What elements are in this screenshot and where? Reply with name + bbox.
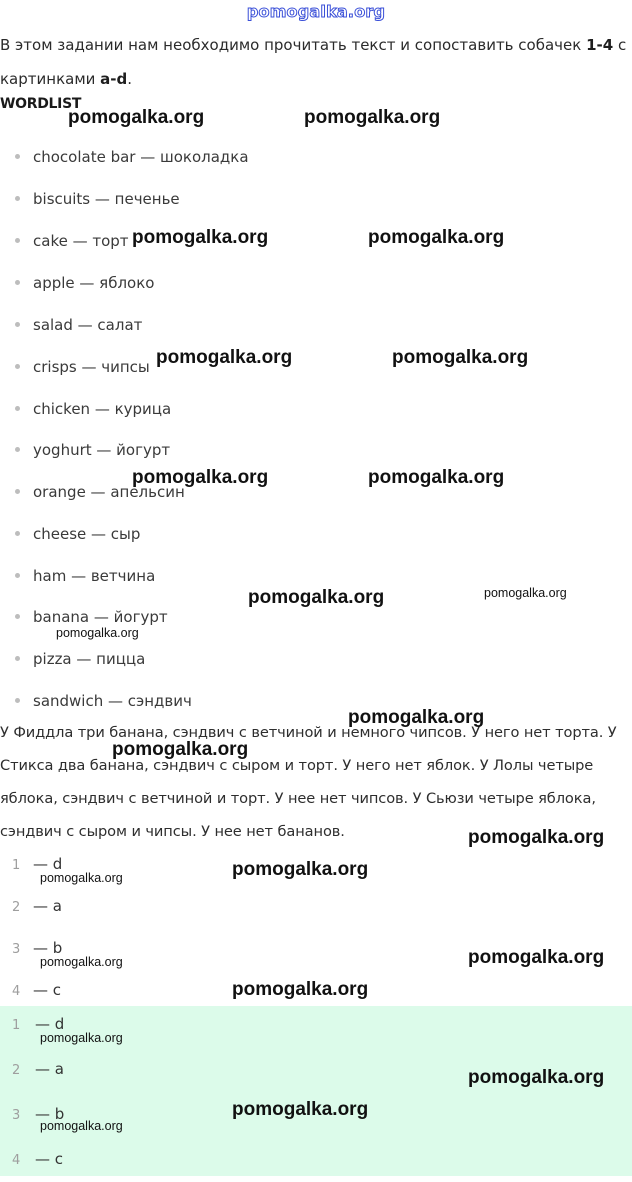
- watermark: pomogalka.org: [68, 107, 205, 128]
- watermark: pomogalka.org: [248, 587, 385, 608]
- intro-range: 1-4: [586, 36, 614, 54]
- wordlist-item-text: orange — апельсин: [33, 483, 185, 501]
- watermark: pomogalka.org: [468, 947, 605, 968]
- watermark: pomogalka.org: [232, 1099, 369, 1120]
- bullet-icon: [15, 656, 20, 661]
- wordlist-item-text: biscuits — печенье: [33, 190, 180, 208]
- answer-number: 4: [12, 984, 21, 999]
- bullet-icon: [15, 322, 20, 327]
- watermark: pomogalka.org: [132, 227, 269, 248]
- wordlist-item-text: yoghurt — йогурт: [33, 441, 171, 459]
- wordlist-item-text: crisps — чипсы: [33, 358, 150, 376]
- intro-text-end: .: [127, 70, 133, 88]
- watermark: pomogalka.org: [468, 1067, 605, 1088]
- answer-text: — d: [35, 1015, 65, 1033]
- wordlist-item-text: ham — ветчина: [33, 567, 156, 585]
- answer-number: 4: [12, 1153, 21, 1168]
- bullet-icon: [15, 364, 20, 369]
- bullet-icon: [15, 531, 20, 536]
- wordlist-item: [0, 220, 129, 262]
- watermark: pomogalka.org: [304, 107, 441, 128]
- wordlist-item: [0, 388, 171, 430]
- wordlist-item-text: salad — салат: [33, 316, 143, 334]
- wordlist-item-text: sandwich — сэндвич: [33, 692, 192, 710]
- answer-text: — b: [35, 1105, 65, 1123]
- wordlist-item: [0, 262, 154, 304]
- watermark: pomogalka.org: [156, 347, 293, 368]
- wordlist-item-text: cake — торт: [33, 232, 129, 250]
- wordlist-heading: WORDLIST: [0, 96, 82, 112]
- wordlist-item-text: chocolate bar — шоколадка: [33, 148, 249, 166]
- wordlist-item: [0, 638, 145, 680]
- answer-item: [0, 1138, 63, 1180]
- bullet-icon: [15, 573, 20, 578]
- wordlist-item: [0, 178, 180, 220]
- wordlist-item-text: banana — йогурт: [33, 608, 168, 626]
- watermark: pomogalka.org: [112, 739, 249, 760]
- bullet-icon: [15, 447, 20, 452]
- watermark: pomogalka.org: [392, 347, 529, 368]
- answer-item: [0, 885, 62, 927]
- watermark: pomogalka.org: [40, 1119, 123, 1133]
- watermark: pomogalka.org: [40, 955, 123, 969]
- bullet-icon: [15, 154, 20, 159]
- wordlist-item: [0, 513, 140, 555]
- wordlist-item: [0, 555, 155, 597]
- answer-text: — b: [33, 939, 63, 957]
- answer-text: — c: [33, 981, 62, 999]
- task-intro: [0, 28, 628, 96]
- watermark: pomogalka.org: [132, 467, 269, 488]
- answer-item: [0, 1048, 64, 1090]
- watermark: pomogalka.org: [232, 859, 369, 880]
- bullet-icon: [15, 280, 20, 285]
- bullet-icon: [15, 238, 20, 243]
- watermark: pomogalka.org: [40, 871, 123, 885]
- story-paragraph: У Фиддла три банана, сэндвич с ветчиной и немного чипсов. У него нет торта. У Стикса два банана, сэндвич с сыром и торт. У него нет яблок. У Лолы четыре яблока, сэндвич с ветчиной и торт. У нее нет чипсов. У Сьюзи четыре яблока, сэндвич с сыром и чипсы. У нее нет бананов.: [0, 724, 617, 840]
- intro-text-middle: с картинками: [0, 36, 627, 88]
- watermark: pomogalka.org: [368, 467, 505, 488]
- answer-text: — a: [35, 1060, 64, 1078]
- watermark: pomogalka.org: [40, 1031, 123, 1045]
- watermark: pomogalka.org: [348, 707, 485, 728]
- answer-number: 2: [12, 900, 21, 915]
- answer-number: 3: [12, 942, 21, 957]
- site-header-logo[interactable]: pomogalka.org: [246, 2, 386, 21]
- watermark: pomogalka.org: [232, 979, 369, 1000]
- wordlist-item: [0, 346, 150, 388]
- wordlist-item-text: pizza — пицца: [33, 650, 146, 668]
- intro-text: В этом задании нам необходимо прочитать текст и сопоставить собачек: [0, 36, 587, 54]
- bullet-icon: [15, 489, 20, 494]
- wordlist-item-text: chicken — курица: [33, 400, 172, 418]
- wordlist-item: [0, 429, 170, 471]
- answer-number: 1: [12, 1018, 21, 1033]
- answer-number: 1: [12, 858, 21, 873]
- wordlist-item-text: apple — яблоко: [33, 274, 155, 292]
- answer-text: — c: [35, 1150, 64, 1168]
- answer-number: 2: [12, 1063, 21, 1078]
- watermark: pomogalka.org: [368, 227, 505, 248]
- intro-letters: a-d: [100, 70, 128, 88]
- wordlist-item: [0, 136, 249, 178]
- wordlist-item-text: cheese — сыр: [33, 525, 141, 543]
- bullet-icon: [15, 196, 20, 201]
- bullet-icon: [15, 698, 20, 703]
- answer-text: — d: [33, 855, 63, 873]
- bullet-icon: [15, 406, 20, 411]
- watermark: pomogalka.org: [484, 586, 567, 600]
- bullet-icon: [15, 614, 20, 619]
- answer-number: 3: [12, 1108, 21, 1123]
- watermark: pomogalka.org: [56, 626, 139, 640]
- answer-text: — a: [33, 897, 62, 915]
- wordlist-item: [0, 304, 142, 346]
- watermark: pomogalka.org: [468, 827, 605, 848]
